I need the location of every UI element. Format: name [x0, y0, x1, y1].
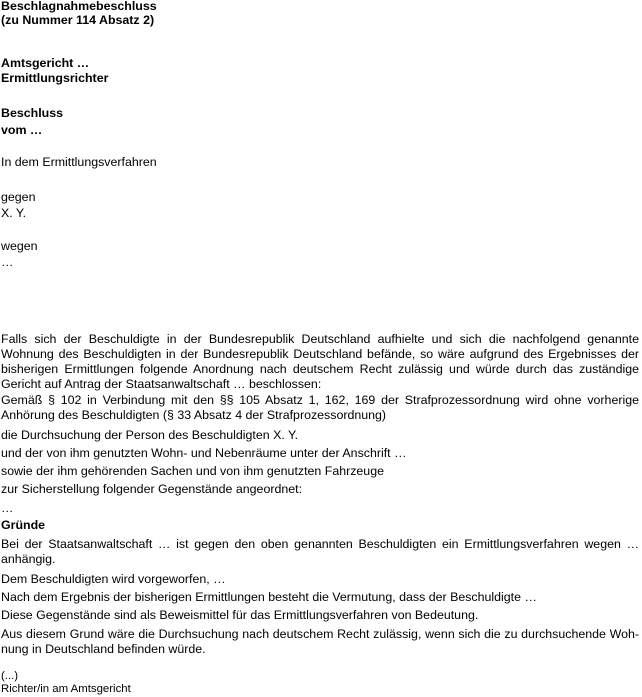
reasons-paragraph-evidence: Diese Gegenstände sind als Beweismittel für das Ermittlungsverfahren von Bedeutung. [1, 608, 479, 622]
document-subtitle: (zu Nummer 114 Absatz 2) [1, 13, 155, 27]
decision-label: Beschluss [1, 106, 63, 120]
body-search-premises: und der von ihm genutzten Wohn- und Nebenräume unter der Anschrift … [1, 446, 407, 460]
body-seizure-items: … [1, 501, 14, 515]
proceeding-intro: In dem Ermittlungsverfahren [1, 155, 157, 169]
against-name: X. Y. [1, 206, 27, 220]
signature-role: Richter/in am Amtsgericht [1, 683, 131, 695]
body-seizure-intro: zur Sicherstellung folgender Gegenstände angeordnet: [1, 482, 303, 496]
reasons-heading: Gründe [1, 518, 46, 532]
reasons-paragraph-conclusion: Aus diesem Grund wäre die Durchsuchung nach deutschem Recht zulässig, wenn sich die zu durchsuchende Wohnung in Deutschland befinden würde. [1, 627, 639, 656]
body-search-person: die Durchsuchung der Person des Beschuldigten X. Y. [1, 428, 299, 442]
document-title: Beschlagnahmebeschluss [1, 0, 157, 13]
body-search-vehicles: sowie der ihm gehörenden Sachen und von ihm genutzten Fahrzeuge [1, 464, 384, 478]
court-judge: Ermittlungsrichter [1, 71, 109, 85]
reasons-paragraph-suspicion: Nach dem Ergebnis der bisherigen Ermittlungen besteht die Vermutung, dass der Beschuldigte … [1, 590, 537, 604]
because-value: … [1, 255, 14, 269]
reasons-paragraph-accusation: Dem Beschuldigten wird vorgeworfen, … [1, 572, 226, 586]
decision-date: vom … [1, 123, 43, 137]
body-paragraph-legal-basis: Gemäß § 102 in Verbindung mit den §§ 105 Absatz 1, 162, 169 der Strafprozessordnung wird ohne vorherige Anhörung des Beschuldigten (§ 33 Absatz 4 der Strafprozessordnung) [1, 393, 639, 422]
signature-placeholder: (...) [1, 670, 19, 682]
reasons-paragraph-proceeding: Bei der Staatsanwaltschaft … ist gegen den oben genannten Beschuldigten ein Ermittlungsverfahren wegen … anhängig. [1, 537, 639, 566]
because-label: wegen [1, 239, 38, 253]
against-label: gegen [1, 190, 36, 204]
body-paragraph-conditional: Falls sich der Beschuldigte in der Bundesrepublik Deutschland aufhielte und sich die nachfolgend genannte Wohnung des Beschuldigten in der Bundesrepublik Deutschland befände, so wäre aufgrund des Ergebnisses der bisherigen Ermittlungen folgende Anordnung nach deutschem Recht zulässig und würde durch das zuständige Gericht auf Antrag der Staatsanwaltschaft … beschlossen: [1, 332, 639, 391]
court-name: Amtsgericht … [1, 56, 90, 70]
